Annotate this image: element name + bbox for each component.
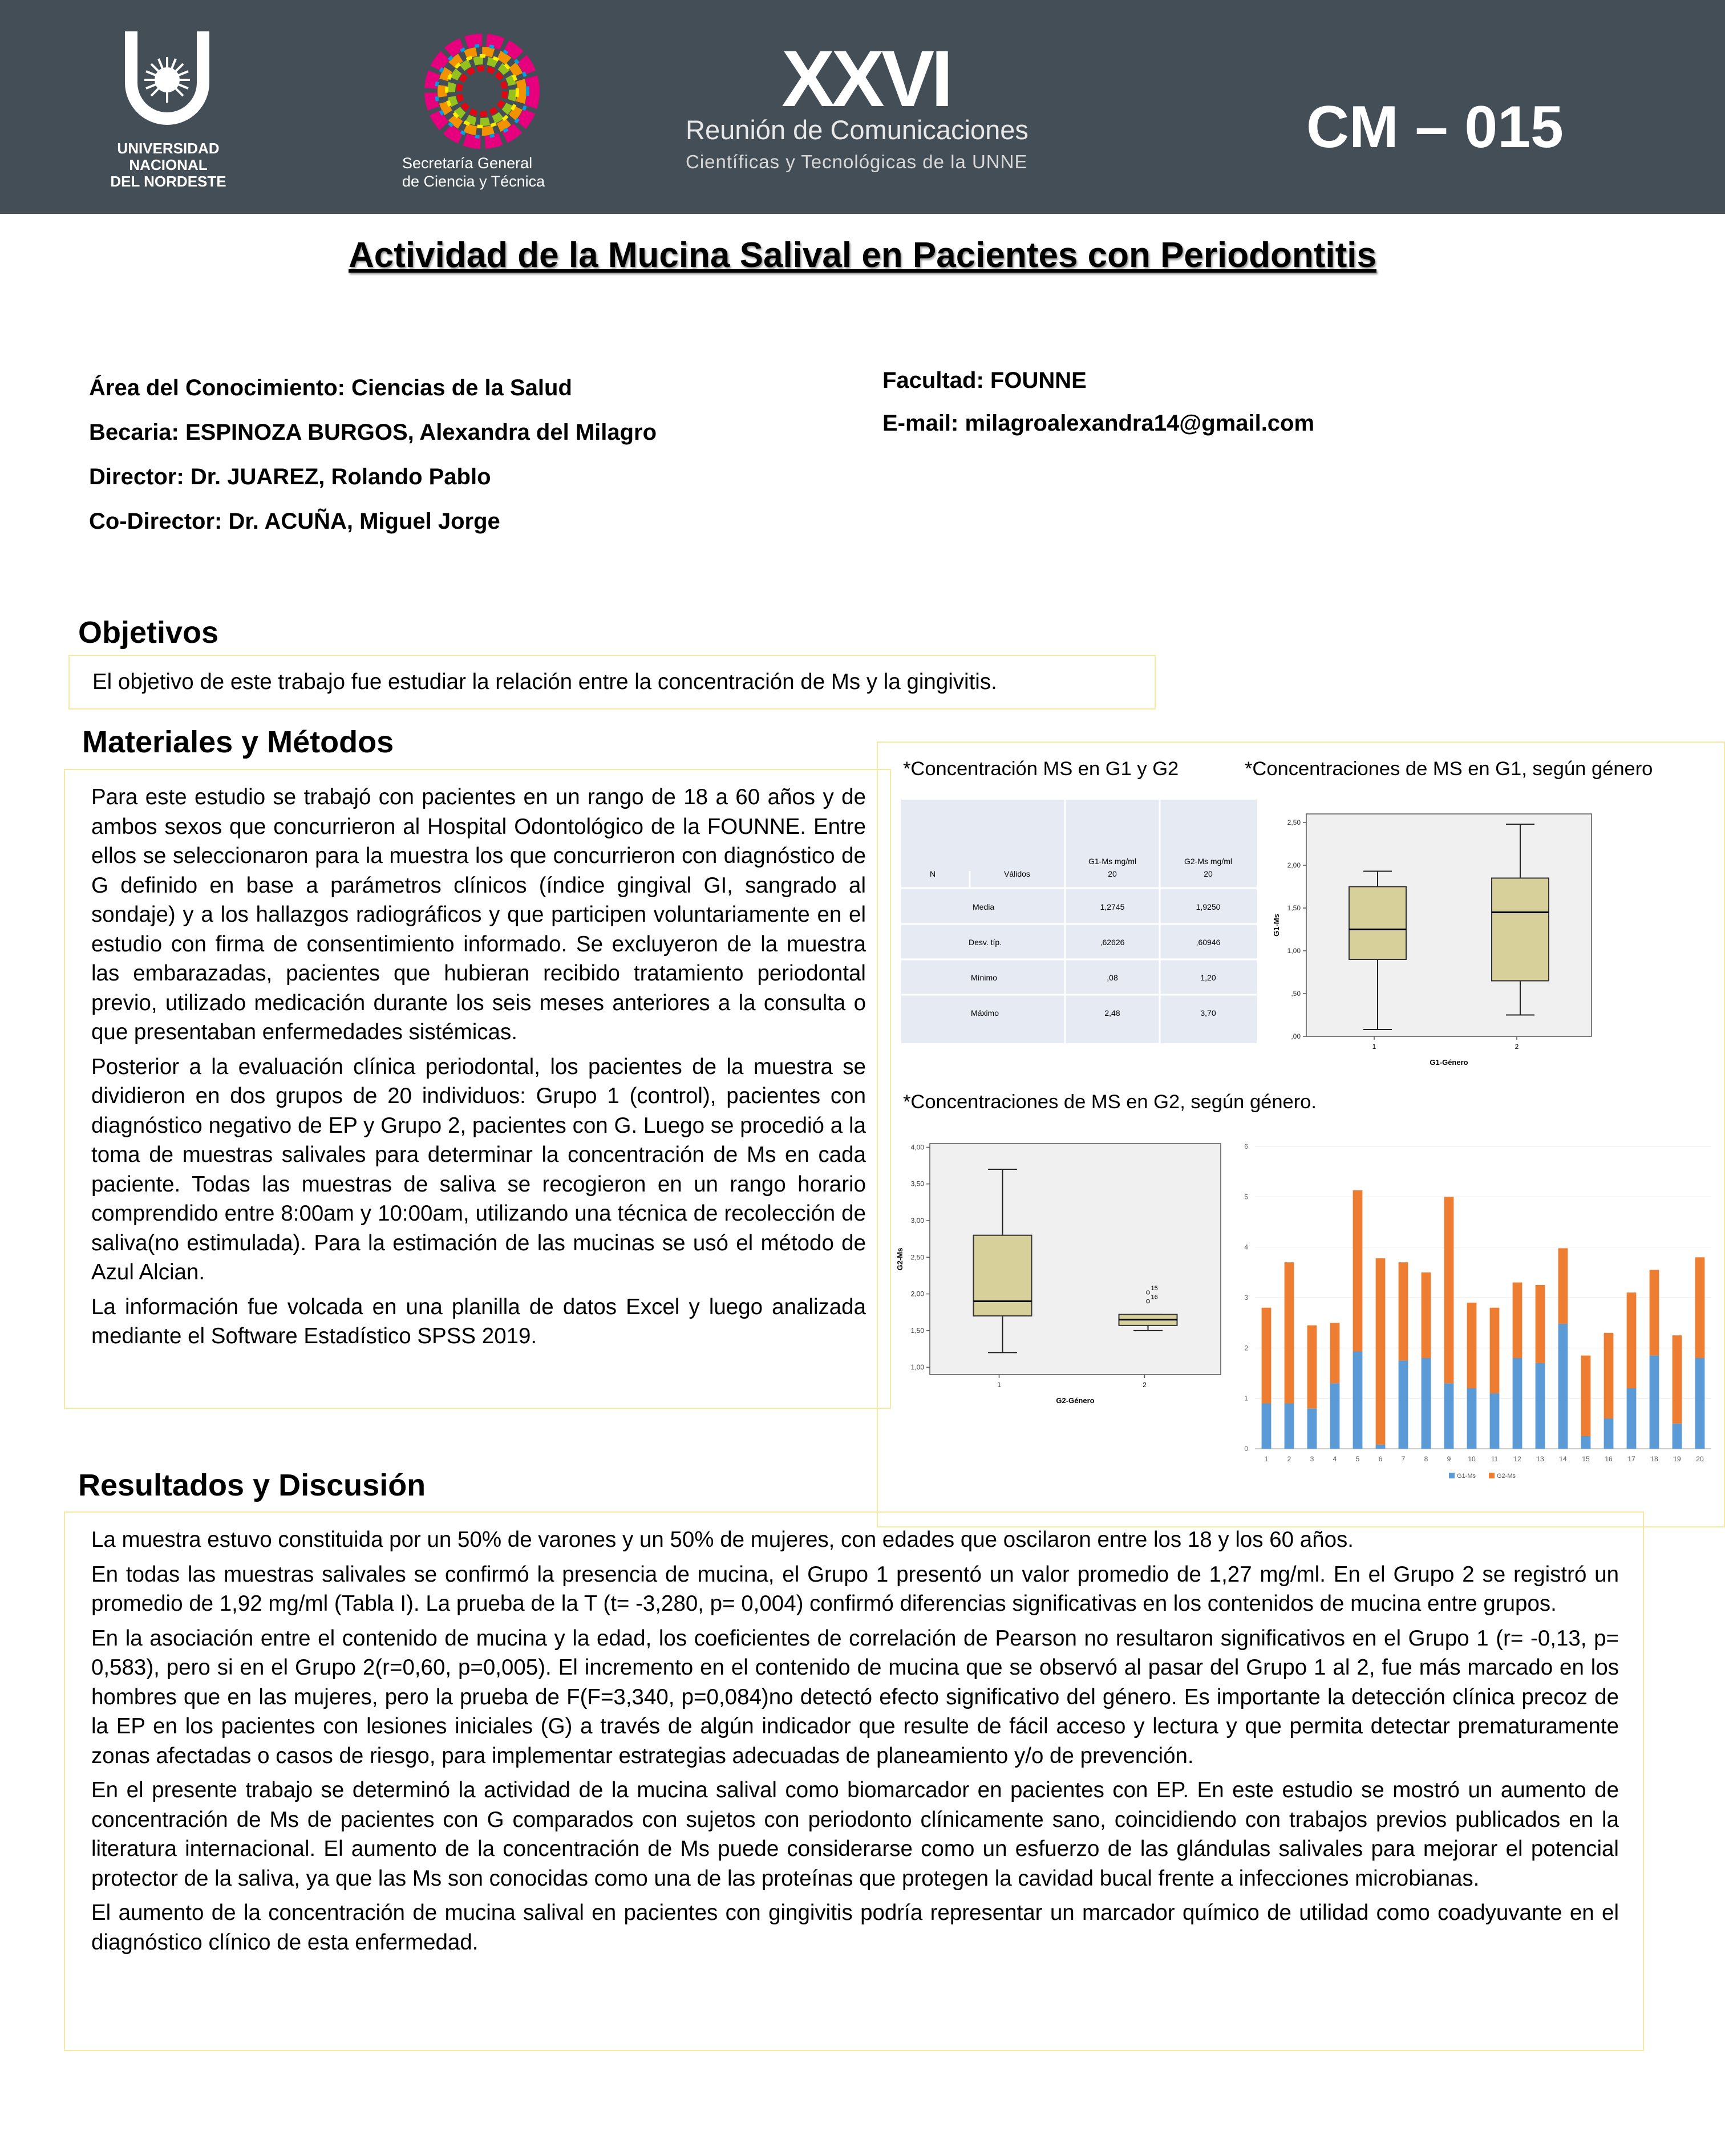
table-row-label: Desv. típ. xyxy=(969,938,1002,947)
materiales-heading: Materiales y Métodos xyxy=(82,725,394,759)
materiales-paragraph: Posterior a la evaluación clínica periodontal, los pacientes de la muestra se dividieron en dos grupos de 20 individuos: Grupo 1 (control), pacientes con diagnóstico negativo de EP y Grupo 2, pacientes con G. Luego se procedió a la toma de muestras salivales para determinar la concentración de Ms en cada paciente. Todas las muestras de saliva se recogieron en un rango horario comprendido entre 8:00am y 10:00am, utilizando una técnica de recolección de saliva(no estimulada). Para la estimación de las mucinas se usó el método de Azul Alcian. xyxy=(91,1054,866,1284)
x-tick-label: 14 xyxy=(1559,1455,1567,1463)
bar-g1-ms xyxy=(1422,1358,1431,1449)
bar-g1-ms xyxy=(1307,1408,1317,1449)
university-logo-icon xyxy=(124,31,210,131)
x-tick-label: 1 xyxy=(1372,1043,1376,1051)
table-header-g2: G2-Ms mg/ml xyxy=(1184,857,1232,866)
event-subtitle: Científicas y Tecnológicas de la UNNE xyxy=(686,151,1028,172)
codirector-name: Co-Director: Dr. ACUÑA, Miguel Jorge xyxy=(89,509,500,534)
y-tick-label: 6 xyxy=(1244,1142,1248,1150)
stacked-bar-chart xyxy=(1232,1135,1723,1489)
y-tick-label: 1,50 xyxy=(1287,904,1301,912)
table-row-label: Mínimo xyxy=(971,973,997,982)
bar-g2-ms xyxy=(1650,1270,1659,1355)
outlier-label: 16 xyxy=(1151,1294,1158,1301)
y-tick-label: 3,00 xyxy=(910,1217,924,1225)
y-tick-label: ,00 xyxy=(1291,1032,1301,1040)
x-tick-label: 6 xyxy=(1378,1455,1383,1463)
y-tick-label: 3,50 xyxy=(910,1180,924,1188)
bar-g2-ms xyxy=(1581,1356,1591,1436)
bar-g2-ms xyxy=(1376,1258,1386,1445)
bar-g1-ms xyxy=(1490,1393,1500,1449)
g1-boxplot-chart xyxy=(1272,800,1603,1068)
y-tick-label: 1,00 xyxy=(1287,947,1301,955)
director-name: Director: Dr. JUAREZ, Rolando Pablo xyxy=(89,464,491,489)
materiales-paragraph: Para este estudio se trabajó con pacientes en un rango de 18 a 60 años y de ambos sexos que concurrieron al Hospital Odontológico de la FOUNNE. Entre ellos se seleccionaron para la muestra los que concurrieron con diagnóstico de G definido en base a parámetros clínicos (índice gingival GI, sangrado al sondaje) y a los hallazgos radiográficos y que participen voluntariamente en el estudio con firma de consentimiento informado. Se excluyeron de la muestra las embarazadas, pacientes que hubieran recibido tratamiento periodontal previo, utilizado medicación durante los seis meses anteriores a la consulta o que presentaban enfermedades sistémicas. xyxy=(91,785,866,1044)
table-cell: 2,48 xyxy=(1104,1008,1120,1018)
x-tick-label: 19 xyxy=(1673,1455,1681,1463)
bar-g2-ms xyxy=(1285,1262,1294,1403)
bar-g1-ms xyxy=(1650,1356,1659,1449)
secretaria-logo-icon xyxy=(422,31,542,151)
author-info xyxy=(89,374,888,535)
bar-g1-ms xyxy=(1536,1363,1545,1449)
table-cell: 20 xyxy=(1204,869,1213,878)
materiales-body xyxy=(91,783,866,1356)
table-row-label: Máximo xyxy=(971,1008,999,1018)
bar-g2-ms xyxy=(1604,1333,1614,1419)
y-tick-label: 2,50 xyxy=(910,1253,924,1262)
resultados-paragraph: En todas las muestras salivales se confirmó la presencia de mucina, el Grupo 1 presentó un valor promedio de 1,27 mg/ml. En el Grupo 2 se registró un promedio de 1,92 mg/ml (Tabla I). La prueba de la T (t= -3,280, p= 0,004) confirmó diferencias significativas en los contenidos de mucina entre grupos. xyxy=(91,1562,1619,1616)
x-tick-label: 2 xyxy=(1515,1043,1519,1051)
x-tick-label: 12 xyxy=(1513,1455,1521,1463)
table-cell: ,08 xyxy=(1107,973,1118,982)
bar-g2-ms xyxy=(1536,1285,1545,1363)
bar-g1-ms xyxy=(1353,1352,1363,1449)
bar-g1-ms xyxy=(1627,1388,1637,1449)
bar-g2-ms xyxy=(1467,1303,1477,1388)
table-caption: *Concentración MS en G1 y G2 xyxy=(903,758,1179,780)
x-tick-label: 5 xyxy=(1355,1455,1360,1463)
y-tick-label: 1,50 xyxy=(910,1326,924,1335)
bar-g1-ms xyxy=(1467,1388,1477,1449)
header-bar xyxy=(0,0,1725,214)
stats-table-grid xyxy=(901,800,1257,1043)
y-tick-label: 2,00 xyxy=(1287,861,1301,869)
x-tick-label: 10 xyxy=(1468,1455,1476,1463)
bar-g2-ms xyxy=(1444,1197,1454,1383)
bar-g2-ms xyxy=(1330,1323,1340,1383)
bar-g2-ms xyxy=(1353,1190,1363,1352)
legend-swatch xyxy=(1489,1473,1495,1478)
y-tick-label: 5 xyxy=(1244,1193,1248,1201)
bar-g2-ms xyxy=(1262,1308,1272,1404)
x-tick-label: 17 xyxy=(1627,1455,1635,1463)
table-cell: 20 xyxy=(1108,869,1117,878)
table-n-label: N xyxy=(930,869,936,878)
bar-g2-ms xyxy=(1695,1257,1705,1358)
x-tick-label: 1 xyxy=(997,1381,1001,1389)
stats-table xyxy=(901,800,1257,1043)
faculty-info xyxy=(882,367,1681,437)
box xyxy=(1349,887,1406,960)
y-tick-label: 0 xyxy=(1244,1445,1248,1453)
table-header-g1: G1-Ms mg/ml xyxy=(1088,857,1136,866)
materiales-box xyxy=(64,769,891,1409)
g2-chart-caption: *Concentraciones de MS en G2, según género. xyxy=(903,1091,1317,1113)
legend-swatch xyxy=(1449,1473,1455,1478)
y-tick-label: ,50 xyxy=(1291,990,1301,998)
x-tick-label: 16 xyxy=(1605,1455,1613,1463)
secretaria-name: Secretaría General de Ciencia y Técnica xyxy=(402,155,545,190)
y-tick-label: 3 xyxy=(1244,1294,1248,1302)
event-number: XXVI xyxy=(781,34,950,123)
y-axis-label: G2-Ms xyxy=(896,1247,904,1271)
y-tick-label: 4,00 xyxy=(910,1143,924,1152)
bar-g2-ms xyxy=(1513,1283,1522,1359)
x-axis-label: G2-Género xyxy=(1056,1396,1095,1405)
event-title: Reunión de Comunicaciones xyxy=(686,115,1028,145)
x-tick-label: 8 xyxy=(1424,1455,1428,1463)
y-tick-label: 2 xyxy=(1244,1344,1248,1352)
bar-g1-ms xyxy=(1581,1436,1591,1449)
bar-g2-ms xyxy=(1307,1326,1317,1409)
x-tick-label: 1 xyxy=(1264,1455,1269,1463)
resultados-paragraph: En la asociación entre el contenido de mucina y la edad, los coeficientes de correlación de Pearson no resultaron significativos en el Grupo 1 (r= -0,13, p= 0,583), pero si en el Grupo 2(r=0,60, p=0,005). El incremento en el contenido de mucina que se observó al pasar del Grupo 1 al 2, fue más marcado en los hombres que en las mujeres, pero la prueba de F(F=3,340, p=0,084)no detectó efecto significativo del género. Es importante la detección clínica precoz de la EP en los pacientes con lesiones iniciales (G) a través de algún indicador que resulte de fácil acceso y lectura y que permita detectar prematuramente zonas afectadas o casos de riesgo, para implementar estrategias adecuadas de planeamiento y/o de prevención. xyxy=(91,1626,1619,1768)
poster-code: CM – 015 xyxy=(1306,94,1564,160)
objetivos-heading: Objetivos xyxy=(78,615,219,650)
fellow-name: Becaria: ESPINOZA BURGOS, Alexandra del Milagro xyxy=(89,420,657,445)
x-tick-label: 2 xyxy=(1287,1455,1291,1463)
bar-g1-ms xyxy=(1262,1404,1272,1449)
resultados-paragraph: En el presente trabajo se determinó la actividad de la mucina salival como biomarcador en pacientes con EP. En este estudio se mostró un aumento de concentración de Ms de pacientes con G comparados con sujetos con periodonto clínicamente sano, coincidiendo con trabajos previos publicados en la literatura internacional. El aumento de la concentración de Ms puede considerarse como un esfuerzo de las glándulas salivales para mejorar el potencial protector de la saliva, ya que las Ms son conocidas como una de las proteínas que protegen la cavidad bucal frente a infecciones microbianas. xyxy=(91,1778,1619,1891)
box xyxy=(1492,878,1549,981)
resultados-paragraph: La muestra estuvo constituida por un 50% de varones y un 50% de mujeres, con edades que oscilaron entre los 18 y los 60 años. xyxy=(91,1527,1354,1552)
outlier-label: 15 xyxy=(1151,1285,1158,1292)
x-tick-label: 13 xyxy=(1536,1455,1544,1463)
x-tick-label: 20 xyxy=(1696,1455,1704,1463)
bar-g1-ms xyxy=(1399,1360,1408,1449)
box xyxy=(974,1235,1032,1316)
table-cell: 3,70 xyxy=(1200,1008,1216,1018)
resultados-body xyxy=(91,1525,1619,1962)
bar-g2-ms xyxy=(1422,1272,1431,1358)
table-valid-label: Válidos xyxy=(1004,869,1030,878)
objetivos-text: El objetivo de este trabajo fue estudiar la relación entre la concentración de Ms y la gingivitis. xyxy=(92,670,997,694)
table-row-label: Media xyxy=(973,902,995,911)
bar-g1-ms xyxy=(1673,1424,1682,1449)
bar-g2-ms xyxy=(1673,1335,1682,1424)
materiales-paragraph: La información fue volcada en una planilla de datos Excel y luego analizada mediante el Software Estadístico SPSS 2019. xyxy=(91,1294,866,1348)
g2-boxplot-chart xyxy=(893,1135,1229,1409)
table-cell: ,60946 xyxy=(1196,938,1221,947)
resultados-paragraph: El aumento de la concentración de mucina salival en pacientes con gingivitis podría representar un marcador químico de utilidad como coadyuvante en el diagnóstico clínico de esta enfermedad. xyxy=(91,1900,1619,1955)
bar-g2-ms xyxy=(1399,1262,1408,1360)
x-tick-label: 4 xyxy=(1333,1455,1337,1463)
email-address: E-mail: milagroalexandra14@gmail.com xyxy=(882,411,1315,436)
table-cell: 1,20 xyxy=(1200,973,1216,982)
table-cell: ,62626 xyxy=(1100,938,1125,947)
university-name: UNIVERSIDAD NACIONAL DEL NORDESTE xyxy=(110,140,226,190)
x-tick-label: 18 xyxy=(1650,1455,1658,1463)
legend-label: G1-Ms xyxy=(1457,1473,1476,1480)
resultados-heading: Resultados y Discusión xyxy=(78,1468,426,1502)
y-tick-label: 2,50 xyxy=(1287,818,1301,826)
x-tick-label: 3 xyxy=(1310,1455,1314,1463)
y-tick-label: 1 xyxy=(1244,1394,1248,1403)
faculty-name: Facultad: FOUNNE xyxy=(882,368,1087,393)
bar-g2-ms xyxy=(1558,1248,1568,1324)
x-tick-label: 7 xyxy=(1401,1455,1406,1463)
bar-g1-ms xyxy=(1444,1383,1454,1449)
x-tick-label: 15 xyxy=(1582,1455,1590,1463)
bar-g2-ms xyxy=(1490,1308,1500,1393)
y-tick-label: 4 xyxy=(1244,1243,1248,1251)
bar-g2-ms xyxy=(1627,1292,1637,1388)
bar-g1-ms xyxy=(1695,1358,1705,1449)
table-cell: 1,9250 xyxy=(1196,902,1221,911)
objetivos-box xyxy=(68,655,1156,710)
knowledge-area: Área del Conocimiento: Ciencias de la Salud xyxy=(89,375,572,400)
page-title: Actividad de la Mucina Salival en Pacientes con Periodontitis xyxy=(349,236,1376,275)
g1-chart-caption: *Concentraciones de MS en G1, según género xyxy=(1245,758,1653,780)
bar-g1-ms xyxy=(1604,1419,1614,1449)
bar-g1-ms xyxy=(1513,1358,1522,1449)
bar-g1-ms xyxy=(1558,1324,1568,1449)
bar-g1-ms xyxy=(1330,1383,1340,1449)
x-axis-label: G1-Género xyxy=(1430,1058,1468,1067)
legend-label: G2-Ms xyxy=(1497,1473,1516,1480)
resultados-box xyxy=(64,1511,1644,2051)
y-tick-label: 2,00 xyxy=(910,1290,924,1298)
x-tick-label: 2 xyxy=(1143,1381,1147,1389)
bar-g1-ms xyxy=(1376,1445,1386,1449)
y-axis-label: G1-Ms xyxy=(1272,914,1281,937)
bar-g1-ms xyxy=(1285,1404,1294,1449)
y-tick-label: 1,00 xyxy=(910,1363,924,1372)
x-tick-label: 11 xyxy=(1491,1455,1499,1463)
x-tick-label: 9 xyxy=(1447,1455,1451,1463)
table-cell: 1,2745 xyxy=(1100,902,1125,911)
